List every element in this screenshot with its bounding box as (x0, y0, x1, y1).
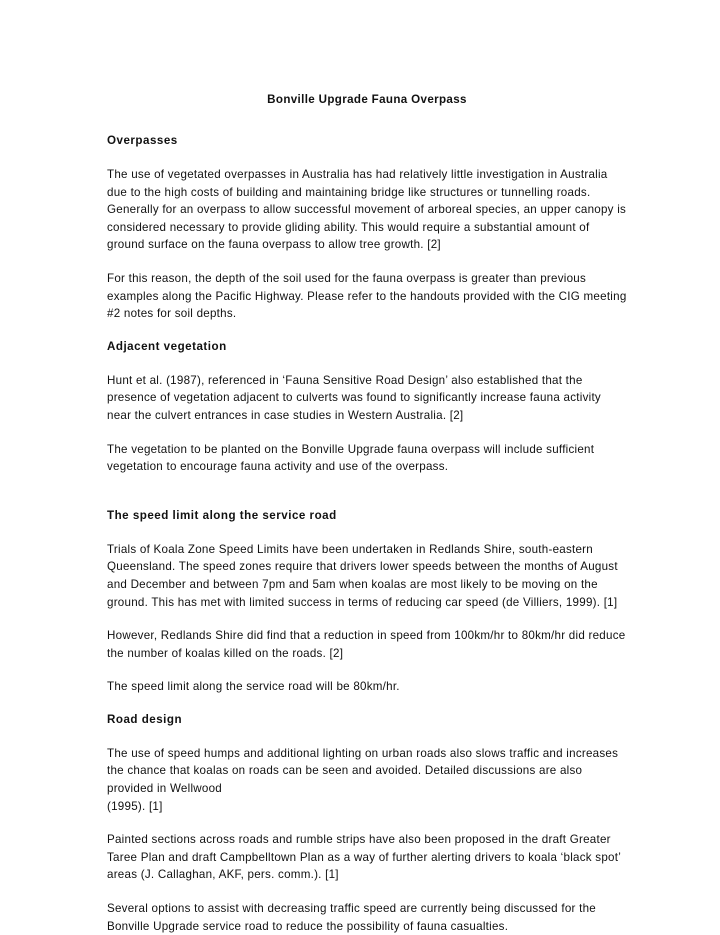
document-page (107, 92, 627, 935)
paragraph: (1995). [1] (107, 799, 163, 813)
heading-speed-limit: The speed limit along the service road (107, 508, 337, 522)
paragraph: Trials of Koala Zone Speed Limits have been undertaken in Redlands Shire, south-eastern Queensland. The speed zones require that drivers lower speeds between the months of August and December and between 7pm and 5am when koalas are most likely to be moving on the ground. This has met with limited success in terms of reducing car speed (de Villiers, 1999). [1] (107, 542, 618, 609)
paragraph: Several options to assist with decreasing traffic speed are currently being discussed for the Bonville Upgrade service road to reduce the possibility of fauna casualties. (107, 902, 596, 933)
paragraph: The vegetation to be planted on the Bonville Upgrade fauna overpass will include sufficient vegetation to encourage fauna activity and use of the overpass. (107, 442, 595, 474)
paragraph: For this reason, the depth of the soil used for the fauna overpass is greater than previous examples along the Pacific Highway. Please refer to the handouts provided with the CIG meeting #2 notes for soil depths. (107, 271, 627, 321)
paragraph: However, Redlands Shire did find that a reduction in speed from 100km/hr to 80km/hr did reduce the number of koalas killed on the roads. [2] (107, 629, 626, 660)
paragraph: The use of speed humps and additional lighting on urban roads also slows traffic and increases the chance that koalas on roads can be seen and avoided. Detailed discussions are also provided in Wellwood (107, 746, 619, 796)
heading-road-design: Road design (107, 712, 183, 726)
document-title: Bonville Upgrade Fauna Overpass (267, 93, 467, 106)
heading-adjacent-vegetation: Adjacent vegetation (107, 339, 227, 353)
heading-overpasses: Overpasses (107, 134, 178, 147)
paragraph: The use of vegetated overpasses in Australia has had relatively little investigation in Australia due to the high costs of building and maintaining bridge like structures or tunnelling roads. Generally for an overpass to allow successful movement of arboreal species, an upper canopy is considered necessary to provide gliding ability. This would require a substantial amount of ground surface on the fauna overpass to allow tree growth. [2] (107, 168, 627, 252)
paragraph: The speed limit along the service road will be 80km/hr. (107, 680, 400, 694)
paragraph: Hunt et al. (1987), referenced in ‘Fauna Sensitive Road Design’ also established that the presence of vegetation adjacent to culverts was found to significantly increase fauna activity near the culvert entrances in case studies in Western Australia. [2] (107, 373, 601, 422)
paragraph: Painted sections across roads and rumble strips have also been proposed in the draft Greater Taree Plan and draft Campbelltown Plan as a way of further alerting drivers to koala ‘black spot’ areas (J. Callaghan, AKF, pers. comm.). [1] (107, 833, 621, 882)
